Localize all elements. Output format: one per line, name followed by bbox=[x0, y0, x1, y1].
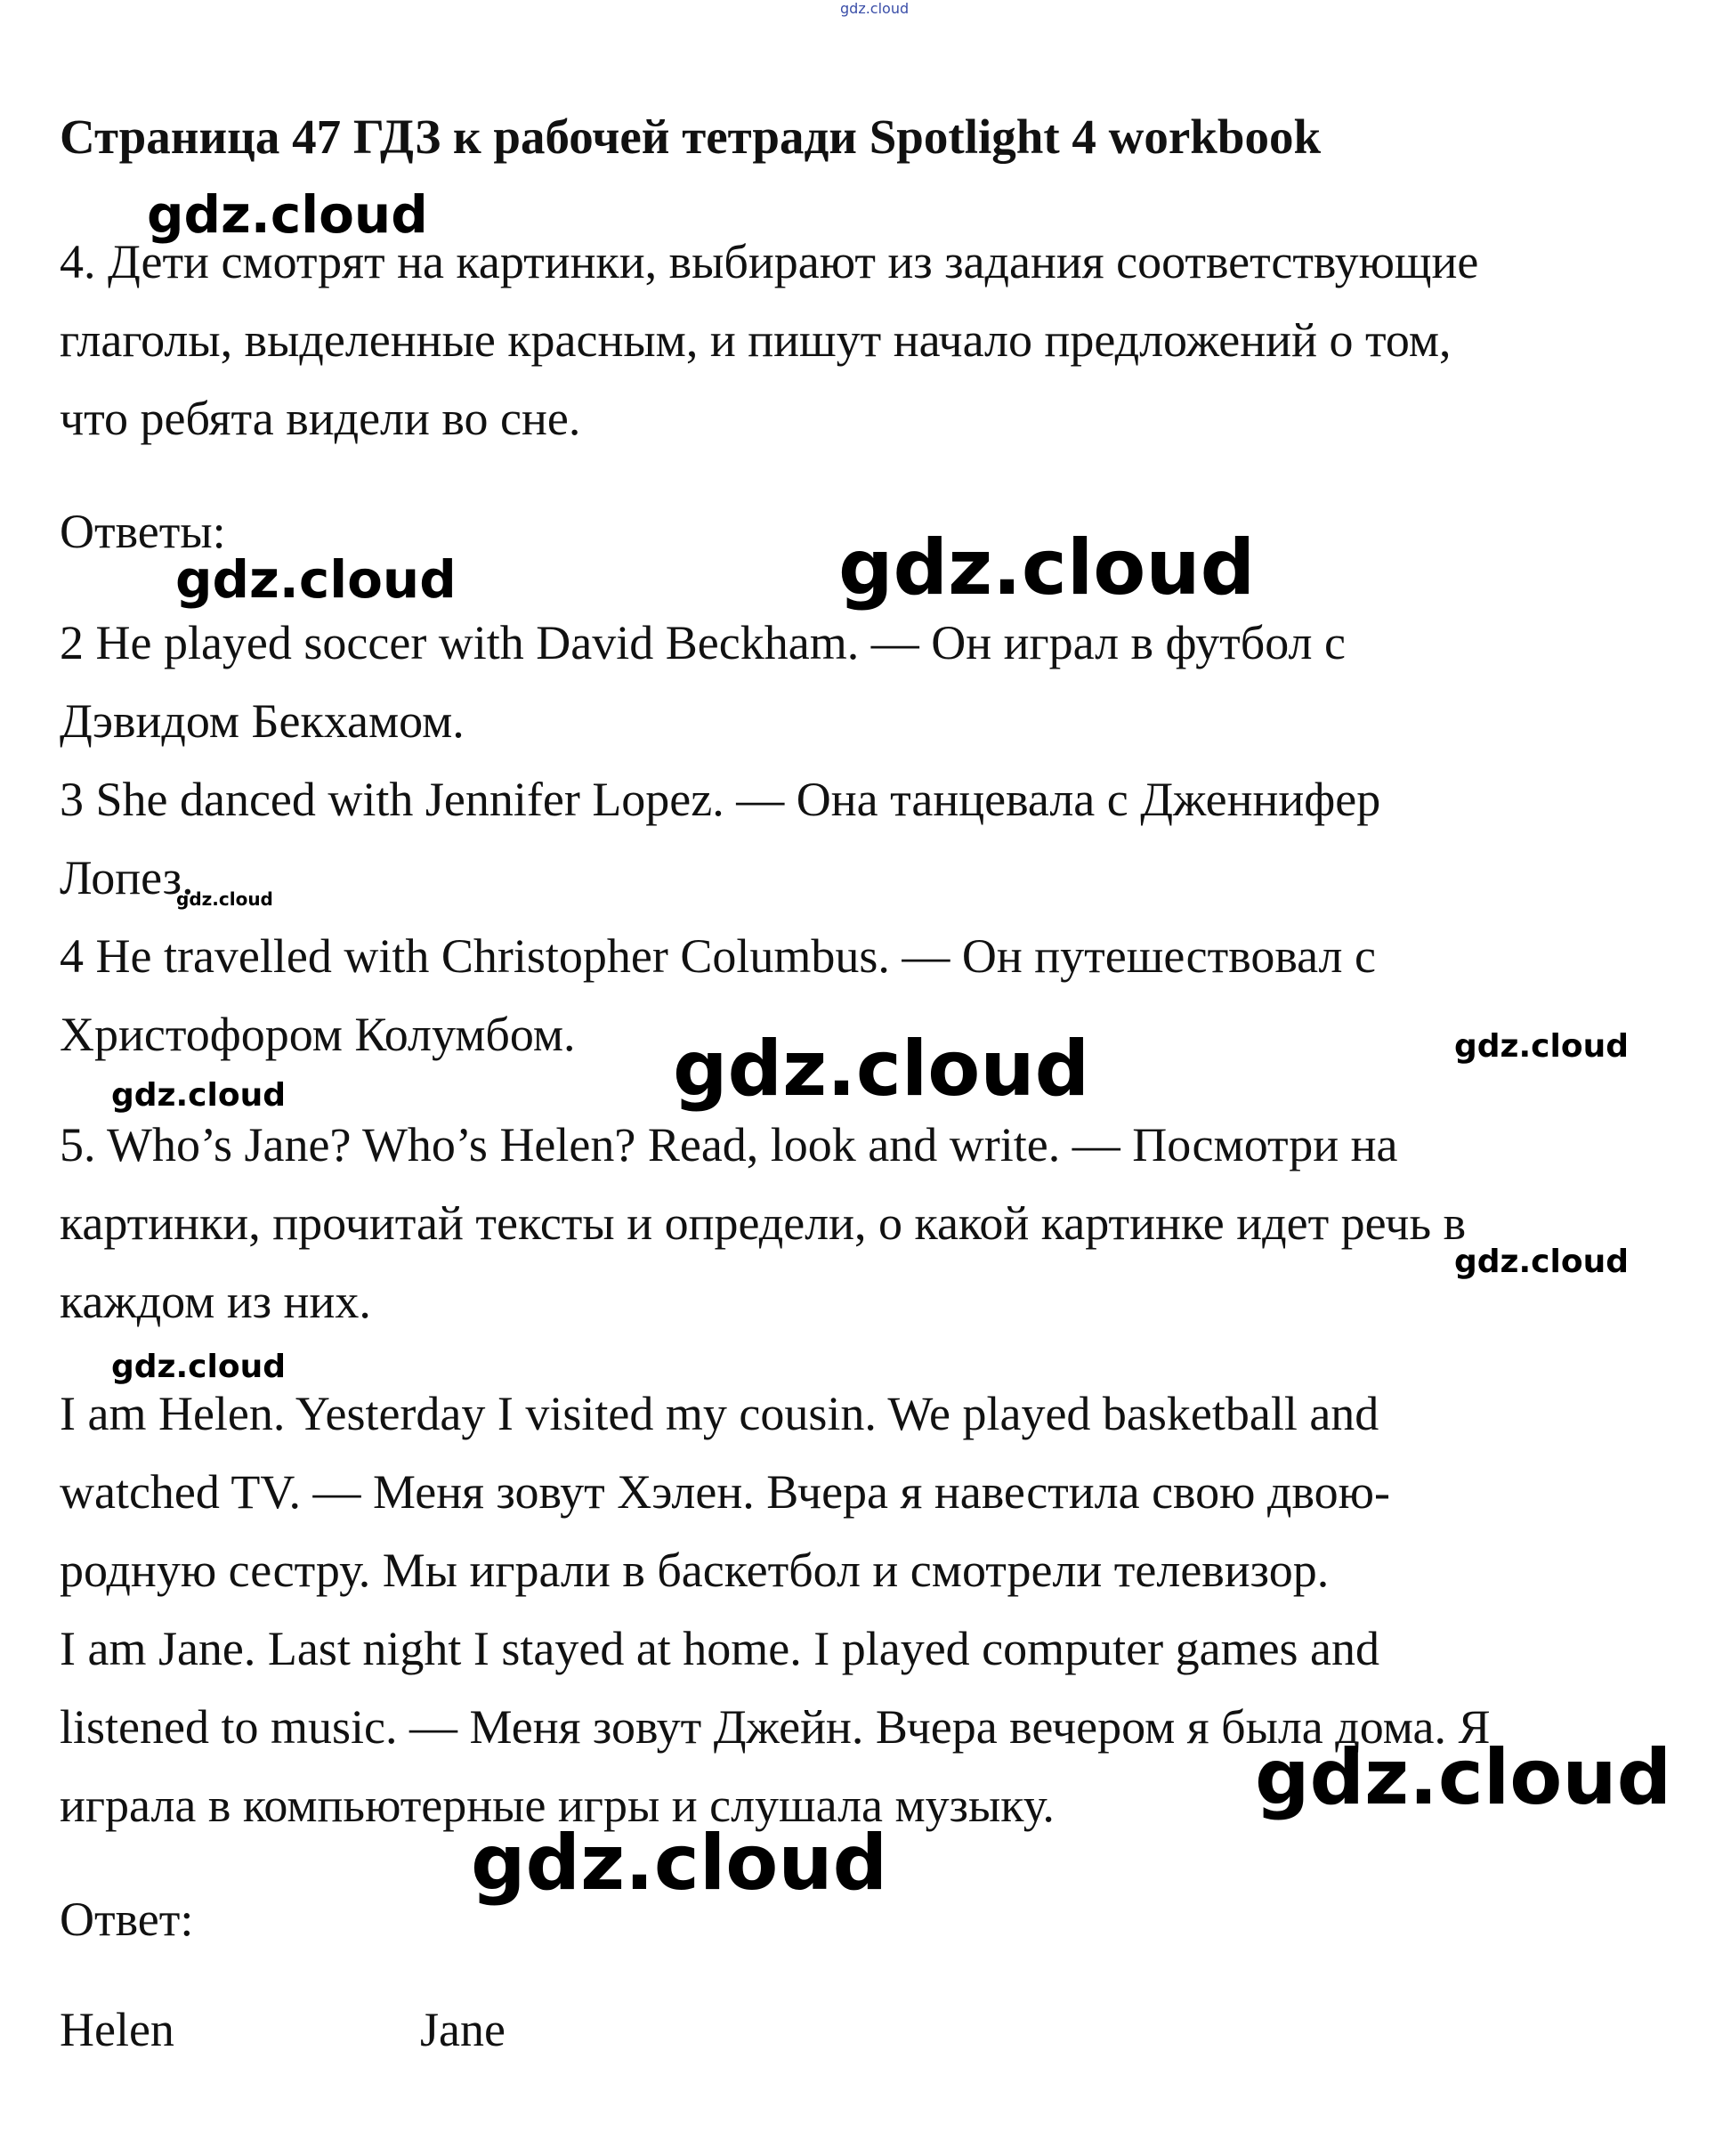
answer-name-jane: Jane bbox=[420, 2003, 506, 2056]
watermark: gdz.cloud bbox=[111, 1349, 286, 1385]
watermark: gdz.cloud bbox=[1454, 1028, 1629, 1065]
watermark: gdz.cloud bbox=[1255, 1733, 1672, 1822]
text-line: I am Helen. Yesterday I visited my cousin. We played basketball and bbox=[60, 1387, 1379, 1440]
exercise-5-line-1: 5. Who’s Jane? Who’s Helen? Read, look and write. — Посмотри на bbox=[60, 1118, 1398, 1171]
watermark: gdz.cloud bbox=[838, 523, 1256, 612]
text-line: родную сестру. Мы играли в баскетбол и смотрели телевизор. bbox=[60, 1544, 1330, 1597]
exercise-4-line-1: 4. Дети смотрят на картинки, выбирают из задания соответствующие bbox=[60, 235, 1479, 288]
answer-line: Лопез. bbox=[60, 851, 194, 904]
watermark: gdz.cloud bbox=[175, 549, 457, 610]
answer-line: 3 She danced with Jennifer Lopez. — Она танцевала с Дженнифер bbox=[60, 773, 1381, 826]
text-line: I am Jane. Last night I stayed at home. I played computer games and bbox=[60, 1622, 1380, 1675]
text-line: watched TV. — Меня зовут Хэлен. Вчера я навестила свою двою- bbox=[60, 1465, 1390, 1519]
watermark: gdz.cloud bbox=[111, 1077, 286, 1114]
exercise-5-line-3: каждом из них. bbox=[60, 1275, 371, 1328]
answer-line: Христофором Колумбом. bbox=[60, 1008, 576, 1061]
answer-label: Ответ: bbox=[60, 1893, 194, 1946]
text-line: listened to music. — Меня зовут Джейн. Вчера вечером я была дома. Я bbox=[60, 1700, 1491, 1754]
exercise-5-line-2: картинки, прочитай тексты и определи, о какой картинке идет речь в bbox=[60, 1196, 1467, 1250]
watermark: gdz.cloud bbox=[176, 888, 273, 910]
text-line: играла в компьютерные игры и слушала музыку. bbox=[60, 1779, 1055, 1832]
page-title: Страница 47 ГДЗ к рабочей тетради Spotlight 4 workbook bbox=[60, 109, 1322, 164]
exercise-4-line-2: глаголы, выделенные красным, и пишут начало предложений о том, bbox=[60, 313, 1452, 367]
watermark: gdz.cloud bbox=[673, 1025, 1090, 1114]
answers-label: Ответы: bbox=[60, 505, 226, 558]
exercise-4-line-3: что ребята видели во сне. bbox=[60, 392, 581, 445]
answer-line: 2 He played soccer with David Beckham. — Он играл в футбол с bbox=[60, 616, 1346, 669]
answer-name-helen: Helen bbox=[60, 2003, 174, 2056]
watermark: gdz.cloud bbox=[1454, 1244, 1629, 1280]
watermark: gdz.cloud bbox=[471, 1819, 888, 1908]
answer-line: Дэвидом Бекхамом. bbox=[60, 694, 465, 748]
top-watermark: gdz.cloud bbox=[840, 0, 910, 17]
watermark: gdz.cloud bbox=[147, 184, 428, 245]
answer-line: 4 He travelled with Christopher Columbus. — Он путешествовал с bbox=[60, 929, 1376, 983]
